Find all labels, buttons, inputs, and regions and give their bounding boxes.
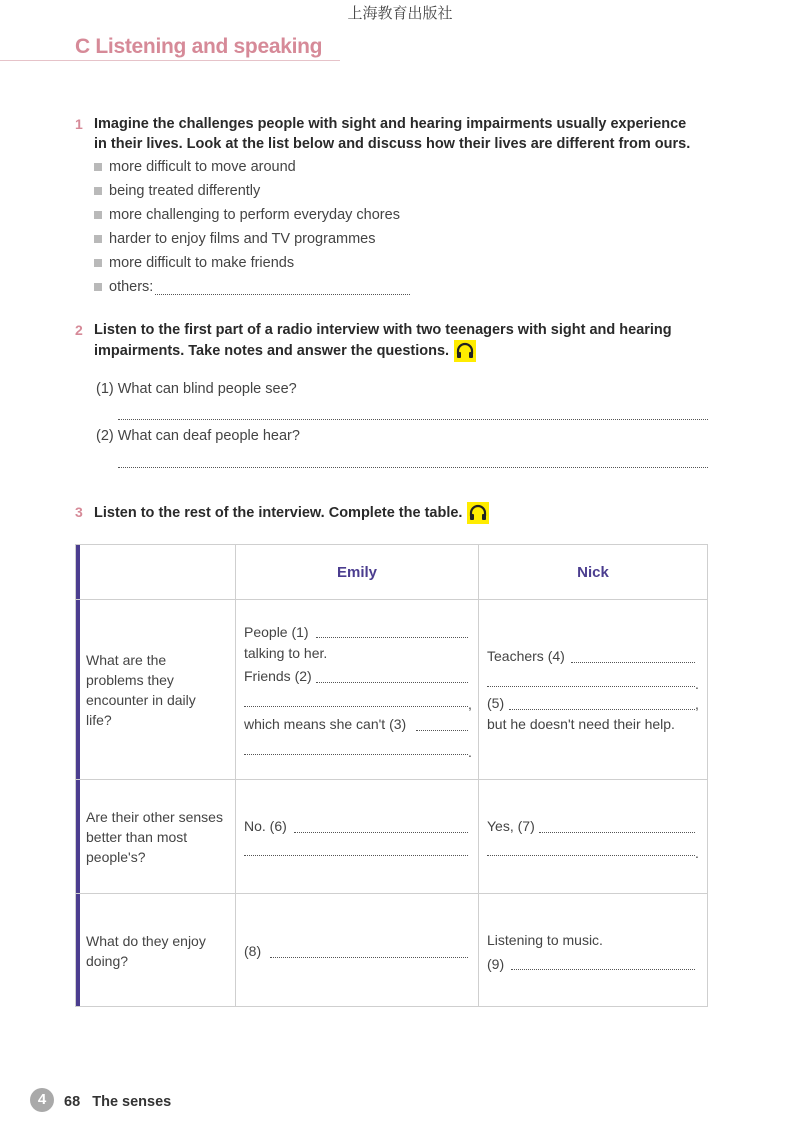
question-1-text: [94, 114, 690, 154]
question-2-text: [94, 320, 672, 362]
question-2-line-1: Listen to the first part of a radio interview with two teenagers with sight and hearing: [94, 322, 672, 338]
blank-3-continued[interactable]: [244, 754, 468, 755]
blank-3[interactable]: [416, 730, 468, 731]
publisher-header: 上海教育出版社: [347, 4, 453, 22]
row-1-emily: People (1) talking to her. Friends (2) , which means she can't (3) .: [235, 599, 479, 780]
question-2-sub-1: (1) What can blind people see?: [96, 381, 297, 397]
square-bullet-icon: [94, 187, 102, 195]
row-2-label: Are their other senses better than most people's?: [75, 779, 236, 894]
answer-table: [75, 544, 708, 1007]
square-bullet-icon: [94, 235, 102, 243]
others-answer-line[interactable]: [155, 280, 410, 295]
square-bullet-icon: [94, 283, 102, 291]
row-1-label: What are the problems they encounter in daily life?: [75, 599, 236, 780]
question-2-line-2: impairments. Take notes and answer the questions.: [94, 340, 672, 362]
question-1-line-2: in their lives. Look at the list below and discuss how their lives are different from ours.: [94, 136, 691, 152]
blank-6-continued[interactable]: [244, 855, 468, 856]
question-2-sub-2: (2) What can deaf people hear?: [96, 428, 300, 444]
square-bullet-icon: [94, 211, 102, 219]
unit-number-badge: 4: [30, 1088, 54, 1112]
blank-8[interactable]: [270, 957, 468, 958]
table-header-nick: Nick: [478, 544, 708, 600]
row-3-emily: (8): [235, 893, 479, 1007]
list-item-others: others:: [94, 277, 410, 297]
answer-line-2[interactable]: [118, 467, 708, 468]
question-3-text: Listen to the rest of the interview. Complete the table.: [94, 502, 489, 524]
page-footer: [64, 1094, 171, 1110]
list-item: being treated differently: [94, 181, 260, 201]
answer-line-1[interactable]: [118, 419, 708, 420]
list-item: harder to enjoy films and TV programmes: [94, 229, 376, 249]
list-item: more difficult to make friends: [94, 253, 294, 273]
blank-9[interactable]: [511, 969, 695, 970]
list-item: more challenging to perform everyday chores: [94, 205, 400, 225]
row-1-nick: Teachers (4) . (5) , but he doesn't need their help.: [478, 599, 708, 780]
row-3-label: What do they enjoy doing?: [75, 893, 236, 1007]
row-3-nick: Listening to music. (9): [478, 893, 708, 1007]
square-bullet-icon: [94, 259, 102, 267]
blank-6[interactable]: [294, 832, 468, 833]
title-divider: [0, 60, 340, 61]
question-1-line-1: Imagine the challenges people with sight and hearing impairments usually experience: [94, 116, 687, 132]
headphones-icon[interactable]: [454, 340, 476, 362]
row-2-nick: Yes, (7) .: [478, 779, 708, 894]
section-title: C Listening and speaking: [75, 35, 323, 58]
blank-2[interactable]: [316, 682, 468, 683]
blank-7-continued[interactable]: [487, 855, 695, 856]
list-item: more difficult to move around: [94, 157, 296, 177]
unit-title: The senses: [92, 1094, 172, 1110]
question-1-number: 1: [75, 116, 83, 132]
blank-5[interactable]: [509, 709, 695, 710]
question-3-number: 3: [75, 504, 83, 520]
blank-2-continued[interactable]: [244, 706, 468, 707]
blank-1[interactable]: [316, 637, 468, 638]
question-2-number: 2: [75, 322, 83, 338]
blank-4[interactable]: [571, 662, 695, 663]
table-header-emily: Emily: [235, 544, 479, 600]
table-header-empty: [75, 544, 236, 600]
row-2-emily: No. (6): [235, 779, 479, 894]
blank-4-continued[interactable]: [487, 686, 695, 687]
blank-7[interactable]: [539, 832, 695, 833]
headphones-icon[interactable]: [467, 502, 489, 524]
square-bullet-icon: [94, 163, 102, 171]
page-number: 68: [64, 1094, 81, 1110]
